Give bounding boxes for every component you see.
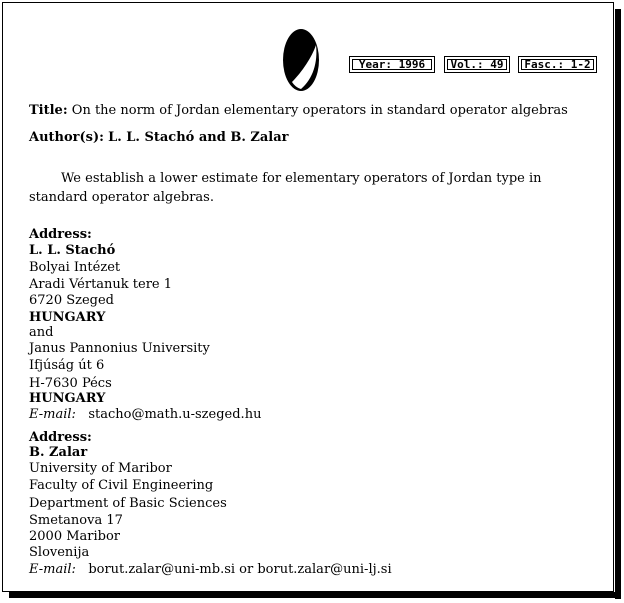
volume-text: Vol.: 49	[450, 58, 504, 71]
address2-name: B. Zalar	[29, 445, 88, 460]
address2-line: Faculty of Civil Engineering	[29, 478, 214, 493]
address2-line: Smetanova 17	[29, 513, 123, 528]
address1-and: and	[29, 325, 54, 340]
address1-line2: Ifjúság út 6	[29, 358, 105, 373]
title-text: On the norm of Jordan elementary operators in standard operator algebras	[71, 103, 568, 118]
authors-label: Author(s):	[29, 130, 104, 145]
address1-line: Aradi Vértanuk tere 1	[29, 277, 173, 292]
abstract: We establish a lower estimate for elementary operators of Jordan type in standard operator algebras.	[29, 171, 542, 205]
address2-line: Department of Basic Sciences	[29, 496, 227, 511]
fascicle-text: Fasc.: 1-2	[524, 58, 591, 71]
title-label: Title:	[29, 103, 68, 118]
address2-line: Slovenija	[29, 545, 90, 560]
address1-label: Address:	[29, 227, 92, 242]
document-page	[2, 2, 614, 592]
authors-text: L. L. Stachó and B. Zalar	[108, 130, 289, 145]
address1-line: Bolyai Intézet	[29, 260, 121, 275]
year-text: Year: 1996	[358, 58, 426, 71]
address2-line: 2000 Maribor	[29, 529, 121, 544]
volume-badge	[444, 56, 510, 73]
address1-country2: HUNGARY	[29, 391, 106, 406]
address2-label: Address:	[29, 430, 92, 445]
authors-line	[29, 130, 289, 146]
journal-logo-icon	[280, 27, 322, 93]
address1-line: 6720 Szeged	[29, 293, 115, 308]
address2-email-line	[29, 562, 392, 578]
address2-email-label: E-mail:	[29, 562, 76, 577]
address1-country: HUNGARY	[29, 310, 106, 325]
address2-email: borut.zalar@uni-mb.si or borut.zalar@uni-lj.si	[88, 562, 392, 577]
address1-name: L. L. Stachó	[29, 243, 116, 258]
address1-line2: Janus Pannonius University	[29, 341, 210, 356]
page-shadow-bottom	[9, 592, 621, 598]
address1-email-label: E-mail:	[29, 407, 76, 422]
page-shadow-right	[615, 9, 621, 599]
fascicle-badge	[518, 56, 597, 73]
address1-email-line	[29, 407, 261, 423]
address2-line: University of Maribor	[29, 461, 172, 476]
address1-email: stacho@math.u-szeged.hu	[88, 407, 262, 422]
year-badge	[349, 56, 435, 73]
title-line	[29, 103, 568, 119]
address1-line2: H-7630 Pécs	[29, 376, 112, 391]
